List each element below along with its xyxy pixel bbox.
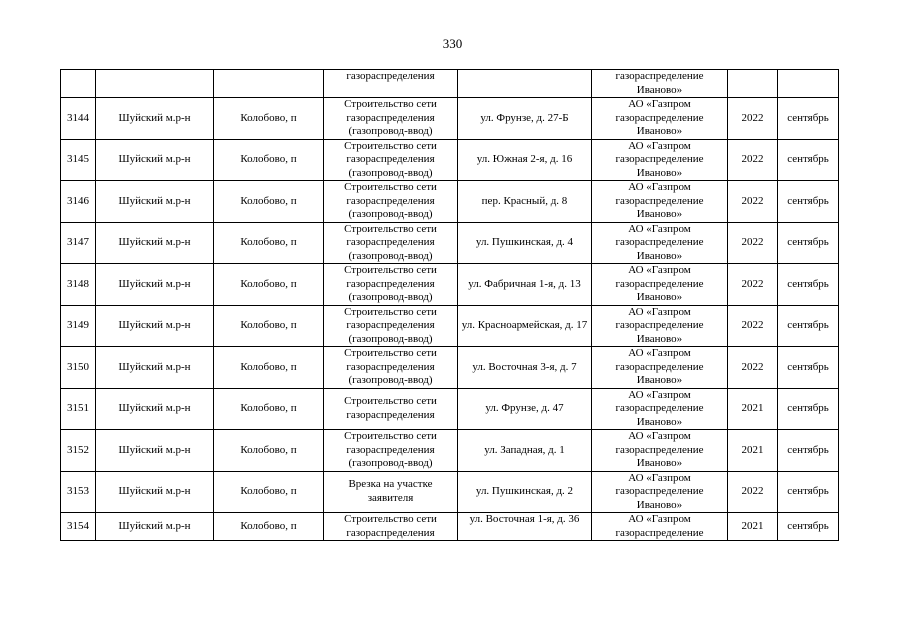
cell-address: ул. Пушкинская, д. 2 (458, 471, 592, 513)
cell-district: Шуйский м.р-н (96, 98, 214, 140)
page-number: 330 (442, 36, 463, 51)
table-row (61, 264, 839, 306)
cell-address: ул. Фабричная 1-я, д. 13 (458, 264, 592, 306)
cell-org: АО «Газпром газораспределение Иваново» (592, 139, 728, 181)
table-row (61, 388, 839, 430)
cell-month: сентябрь (778, 347, 839, 389)
cell-district: Шуйский м.р-н (96, 388, 214, 430)
cell-district: Шуйский м.р-н (96, 347, 214, 389)
cell-year: 2022 (728, 471, 778, 513)
cell-locality (214, 70, 324, 98)
table-row (61, 471, 839, 513)
cell-locality: Колобово, п (214, 98, 324, 140)
cell-year (728, 70, 778, 98)
cell-num: 3146 (61, 181, 96, 223)
cell-locality: Колобово, п (214, 222, 324, 264)
cell-month: сентябрь (778, 222, 839, 264)
cell-address: ул. Южная 2-я, д. 16 (458, 139, 592, 181)
cell-month: сентябрь (778, 98, 839, 140)
cell-locality: Колобово, п (214, 513, 324, 541)
cell-num: 3147 (61, 222, 96, 264)
cell-address: ул. Фрунзе, д. 27-Б (458, 98, 592, 140)
cell-month: сентябрь (778, 264, 839, 306)
cell-district: Шуйский м.р-н (96, 513, 214, 541)
cell-org: АО «Газпром газораспределение Иваново» (592, 264, 728, 306)
table-row (61, 98, 839, 140)
cell-district: Шуйский м.р-н (96, 139, 214, 181)
cell-year: 2022 (728, 98, 778, 140)
cell-year: 2021 (728, 388, 778, 430)
cell-org: АО «Газпром газораспределение Иваново» (592, 305, 728, 347)
cell-num: 3153 (61, 471, 96, 513)
cell-org: АО «Газпром газораспределение Иваново» (592, 347, 728, 389)
cell-locality: Колобово, п (214, 388, 324, 430)
cell-year: 2022 (728, 347, 778, 389)
cell-locality: Колобово, п (214, 430, 324, 472)
cell-year: 2022 (728, 222, 778, 264)
cell-num (61, 70, 96, 98)
cell-num: 3148 (61, 264, 96, 306)
cell-work: Строительство сети газораспределения (газопровод-ввод) (324, 430, 458, 472)
cell-year: 2022 (728, 305, 778, 347)
cell-work: Строительство сети газораспределения (газопровод-ввод) (324, 98, 458, 140)
cell-org: газораспределение Иваново» (592, 70, 728, 98)
cell-org: АО «Газпром газораспределение Иваново» (592, 222, 728, 264)
cell-work: Строительство сети газораспределения (газопровод-ввод) (324, 181, 458, 223)
cell-num: 3149 (61, 305, 96, 347)
cell-work: газораспределения (324, 70, 458, 98)
cell-locality: Колобово, п (214, 181, 324, 223)
cell-year: 2022 (728, 139, 778, 181)
cell-month: сентябрь (778, 305, 839, 347)
cell-work: Строительство сети газораспределения (324, 513, 458, 541)
table-row (61, 347, 839, 389)
cell-org: АО «Газпром газораспределение Иваново» (592, 388, 728, 430)
cell-year: 2021 (728, 513, 778, 541)
cell-work: Строительство сети газораспределения (газопровод-ввод) (324, 139, 458, 181)
cell-district: Шуйский м.р-н (96, 471, 214, 513)
cell-address: ул. Красноармейская, д. 17 (458, 305, 592, 347)
cell-locality: Колобово, п (214, 347, 324, 389)
continuation-row (61, 70, 839, 98)
cell-address: ул. Фрунзе, д. 47 (458, 388, 592, 430)
cell-address: ул. Восточная 3-я, д. 7 (458, 347, 592, 389)
cell-locality: Колобово, п (214, 471, 324, 513)
cell-district: Шуйский м.р-н (96, 264, 214, 306)
cell-work: Врезка на участке заявителя (324, 471, 458, 513)
table-row (61, 139, 839, 181)
cell-year: 2022 (728, 264, 778, 306)
cell-address: ул. Пушкинская, д. 4 (458, 222, 592, 264)
cell-num: 3152 (61, 430, 96, 472)
cell-org: АО «Газпром газораспределение Иваново» (592, 181, 728, 223)
cell-address (458, 70, 592, 98)
cell-year: 2022 (728, 181, 778, 223)
cell-work: Строительство сети газораспределения (324, 388, 458, 430)
cell-num: 3151 (61, 388, 96, 430)
cell-district: Шуйский м.р-н (96, 305, 214, 347)
cell-locality: Колобово, п (214, 305, 324, 347)
cell-address: пер. Красный, д. 8 (458, 181, 592, 223)
cell-month (778, 70, 839, 98)
cell-month: сентябрь (778, 139, 839, 181)
cell-num: 3154 (61, 513, 96, 541)
table-row (61, 181, 839, 223)
cell-locality: Колобово, п (214, 264, 324, 306)
cell-district: Шуйский м.р-н (96, 181, 214, 223)
cell-month: сентябрь (778, 471, 839, 513)
cell-work: Строительство сети газораспределения (газопровод-ввод) (324, 305, 458, 347)
cell-org: АО «Газпром газораспределение Иваново» (592, 430, 728, 472)
cell-district: Шуйский м.р-н (96, 430, 214, 472)
cell-address: ул. Западная, д. 1 (458, 430, 592, 472)
table-row (61, 513, 839, 541)
cell-address: ул. Восточная 1-я, д. 36 (458, 513, 592, 541)
table-row (61, 430, 839, 472)
cell-num: 3144 (61, 98, 96, 140)
cell-year: 2021 (728, 430, 778, 472)
cell-org: АО «Газпром газораспределение Иваново» (592, 98, 728, 140)
cell-district (96, 70, 214, 98)
cell-month: сентябрь (778, 388, 839, 430)
gas-works-table (60, 69, 839, 541)
cell-num: 3150 (61, 347, 96, 389)
cell-month: сентябрь (778, 513, 839, 541)
cell-org: АО «Газпром газораспределение Иваново» (592, 471, 728, 513)
cell-work: Строительство сети газораспределения (газопровод-ввод) (324, 347, 458, 389)
cell-month: сентябрь (778, 181, 839, 223)
cell-locality: Колобово, п (214, 139, 324, 181)
table-row (61, 222, 839, 264)
cell-work: Строительство сети газораспределения (газопровод-ввод) (324, 222, 458, 264)
cell-num: 3145 (61, 139, 96, 181)
cell-district: Шуйский м.р-н (96, 222, 214, 264)
table-row (61, 305, 839, 347)
cell-org: АО «Газпром газораспределение (592, 513, 728, 541)
cell-month: сентябрь (778, 430, 839, 472)
cell-work: Строительство сети газораспределения (газопровод-ввод) (324, 264, 458, 306)
